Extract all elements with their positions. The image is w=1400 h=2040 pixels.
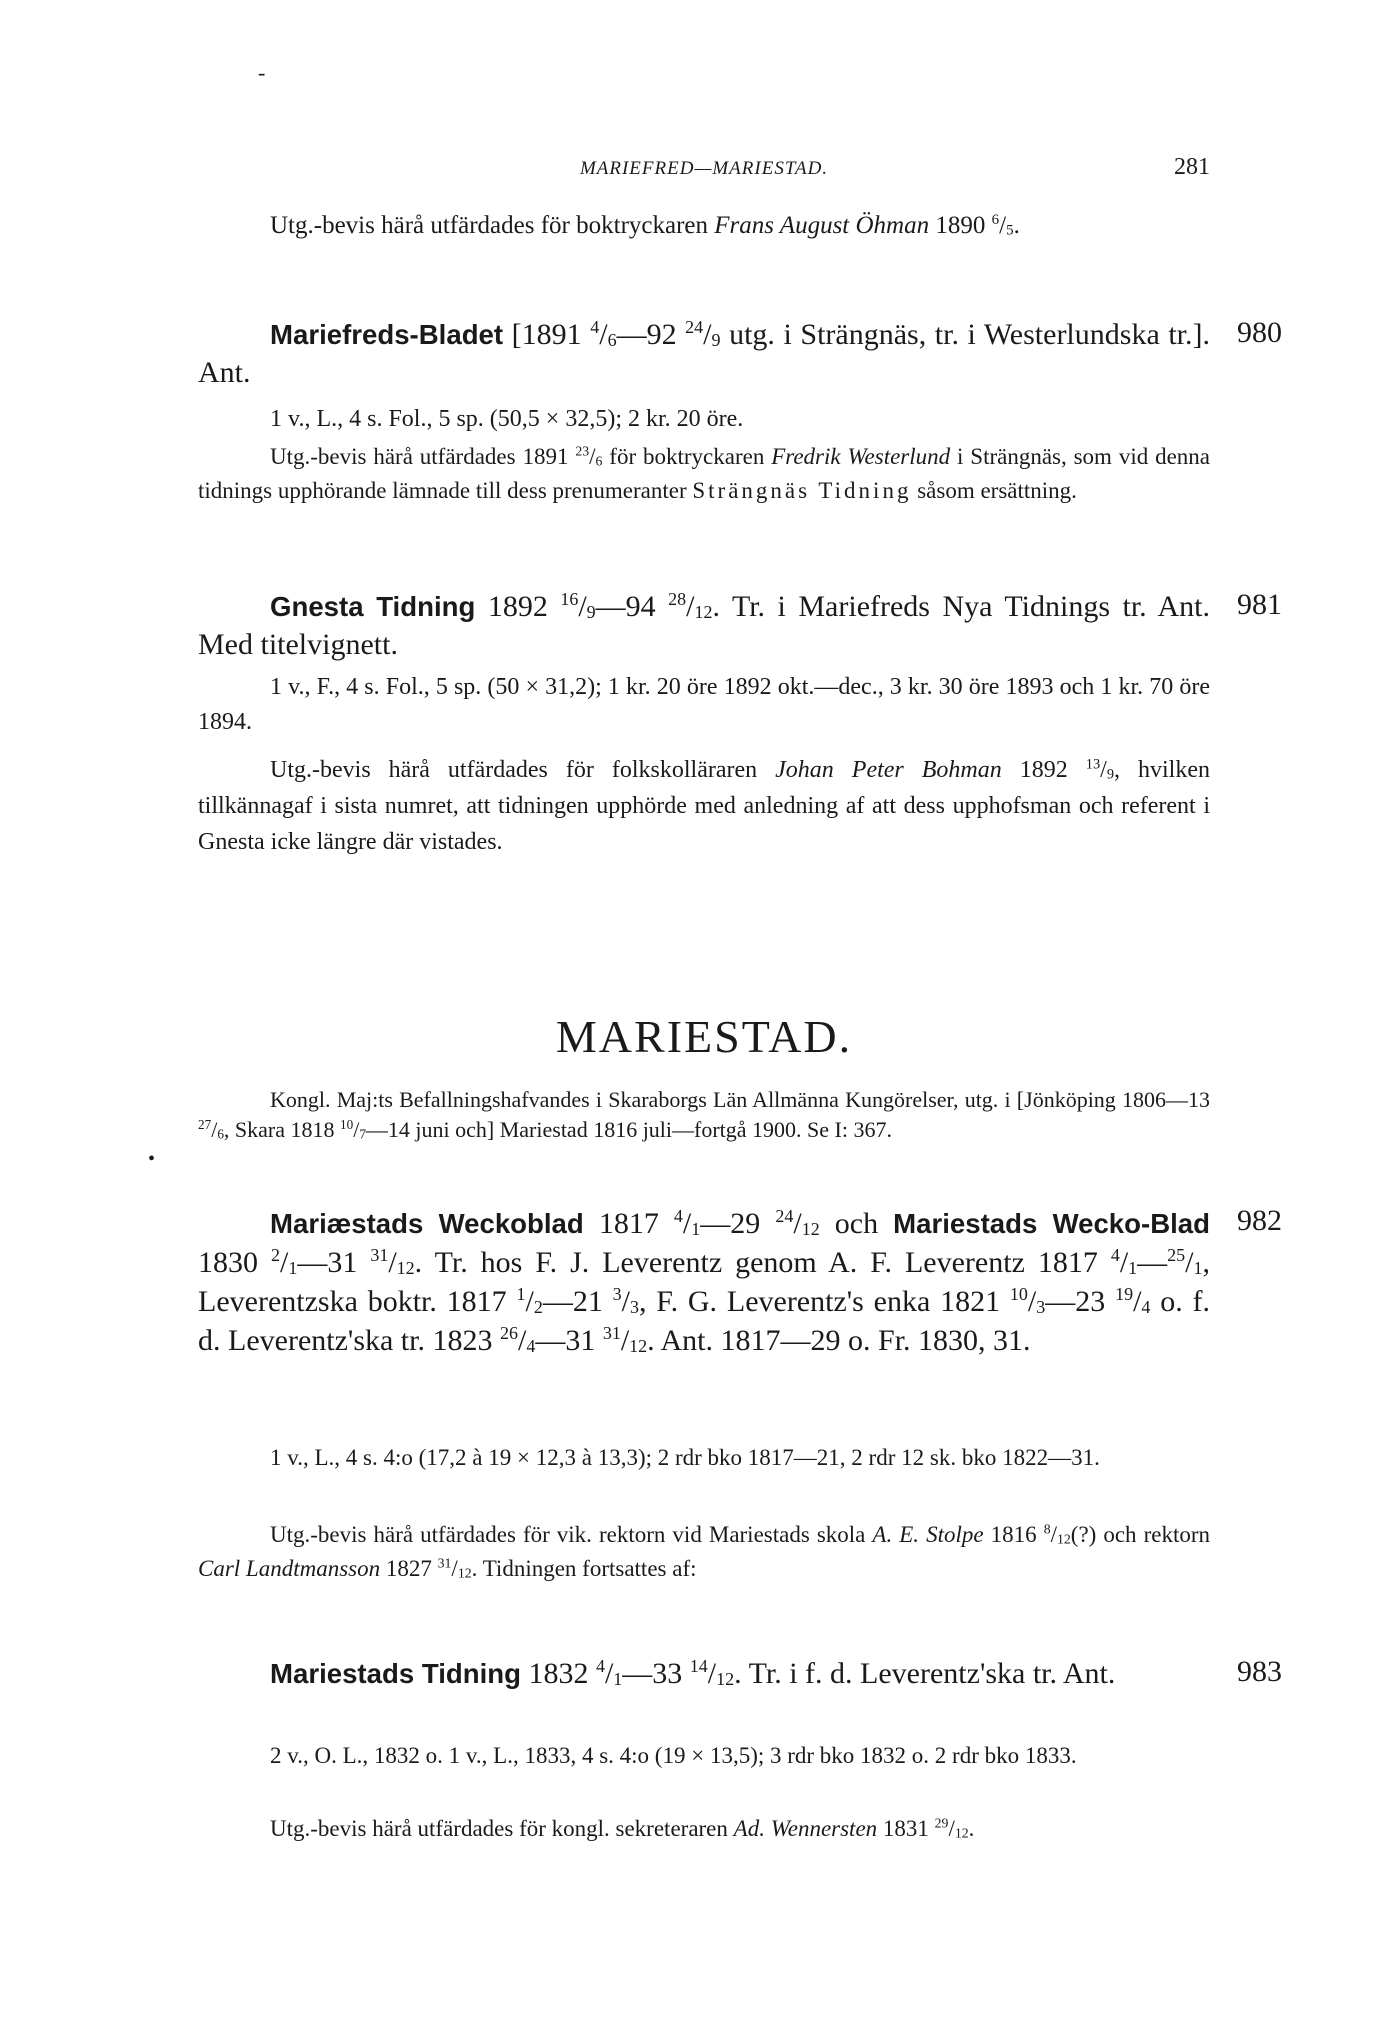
entry-heading-mariestads-tidning: Mariestads Tidning 1832 $^4/_1—33$ $^{14}/_{12}$. Tr. i f. d. Leverentz'ska tr. Ant. [270, 1656, 1116, 1690]
newspaper-title: Mariestads Tidning [270, 1658, 521, 1689]
entry-number: 982 [1237, 1204, 1282, 1237]
paragraph-kongl: Kongl. Maj:ts Befallningshafvandes i Skaraborgs Län Allmänna Kungörelser, utg. i [Jönköping 1806—13 $^{27}/_6$, Skara 1818 $^{10}/_7—14$ juni och] Mariestad 1816 juli—fortgå 1900. Se I: 367. [198, 1087, 1210, 1142]
person-name: Fredrik Westerlund [771, 444, 951, 469]
entry-number: 980 [1237, 316, 1282, 349]
book-page [148, 0, 1282, 2040]
running-head [198, 150, 1210, 184]
spaced-title: Strängnäs Tidning [692, 478, 912, 503]
entry-heading-gnesta-tidning: Gnesta Tidning 1892 $^{16}/_9—94$ $^{28}/_{12}$. Tr. i Mariefreds Nya Tidnings tr. Ant. Med titelvignett. [198, 589, 1211, 661]
paragraph-ohman: Utg.-bevis härå utfärdades för boktryckaren Frans August Öhman 1890 $^6/_5$. [270, 212, 1020, 239]
paragraph-note: Utg.-bevis härå utfärdades för vik. rektorn vid Mariestads skola A. E. Stolpe 1816 $^8/_{12}(?)$ och rektorn Carl Landtmansson 1827 $^{31}/_{12}$. Tidningen fortsattes af: [198, 1521, 1211, 1581]
page-number: 281 [1174, 154, 1210, 180]
format-line: 1 v., L., 4 s. 4:o (17,2 à 19 × 12,3 à 13,3); 2 rdr bko 1817—21, 2 rdr 12 sk. bko 1822—31. [270, 1445, 1100, 1470]
newspaper-title: Mariæstads Weckoblad [270, 1208, 584, 1239]
person-name: A. E. Stolpe [872, 1522, 984, 1547]
format-line: 2 v., O. L., 1832 o. 1 v., L., 1833, 4 s. 4:o (19 × 13,5); 3 rdr bko 1832 o. 2 rdr bko 1833. [270, 1743, 1077, 1768]
stray-mark: - [258, 60, 266, 85]
paragraph-note: Utg.-bevis härå utfärdades för folkskolläraren Johan Peter Bohman 1892 $^{13}/_9$, hvilken tillkännagaf i sista numret, att tidningen upphörde med anledning af att dess upphofsman och referent i Gnesta icke längre där vistades. [198, 756, 1210, 855]
person-name: Carl Landtmansson [198, 1556, 381, 1581]
paragraph-note: Utg.-bevis härå utfärdades 1891 $^{23}/_6$ för boktryckaren Fredrik Westerlund i Strängnäs, som vid denna tidnings upphörande lämnade till dess prenumeranter Strängnäs Tidning såsom ersättning. [198, 443, 1211, 503]
section-heading: MARIESTAD. [555, 1011, 853, 1062]
paragraph-note: Utg.-bevis härå utfärdades för kongl. sekreteraren Ad. Wennersten 1831 $^{29}/_{12}$. [270, 1815, 975, 1841]
newspaper-title: Mariestads Wecko-Blad [893, 1208, 1210, 1239]
person-name: Johan Peter Bohman [775, 757, 1002, 783]
entry-heading-weckoblad: Mariæstads Weckoblad 1817 $^4/_1—29$ $^{24}/_{12}$ och Mariestads Wecko-Blad 1830 $^2/_1—31$ $^{31}/_{12}$. Tr. hos F. J. Leverentz genom A. F. Leverentz 1817 $^4/_1—^{25}/_1$, Leverentzska boktr. 1817 $^1/_2—21$ $^3/_3$, F. G. Leverentz's enka 1821 $^{10}/_3—23$ $^{19}/_4$ o. f. d. Leverentz'ska tr. 1823 $^{26}/_4—31$ $^{31}/_{12}$. Ant. 1817—29 o. Fr. 1830, 31. [198, 1206, 1211, 1357]
entry-number: 983 [1237, 1655, 1282, 1688]
person-name: Frans August Öhman [714, 212, 930, 239]
person-name: Ad. Wennersten [733, 1816, 878, 1841]
format-line: 1 v., L., 4 s. Fol., 5 sp. (50,5 × 32,5); 2 kr. 20 öre. [270, 406, 744, 432]
newspaper-title: Mariefreds-Bladet [270, 319, 504, 350]
entry-number: 981 [1237, 588, 1282, 621]
newspaper-title: Gnesta Tidning [270, 591, 476, 622]
format-line: 1 v., F., 4 s. Fol., 5 sp. (50 × 31,2); 1 kr. 20 öre 1892 okt.—dec., 3 kr. 30 öre 1893 och 1 kr. 70 öre 1894. [198, 674, 1210, 735]
margin-bullet: • [148, 1148, 156, 1170]
running-title: MARIEFRED—MARIESTAD. [579, 158, 829, 179]
entry-heading-mariefreds-bladet: Mariefreds-Bladet [1891 $^4/_6—92$ $^{24}/_9$ utg. i Strängnäs, tr. i Westerlundska tr.]. Ant. [198, 317, 1210, 389]
